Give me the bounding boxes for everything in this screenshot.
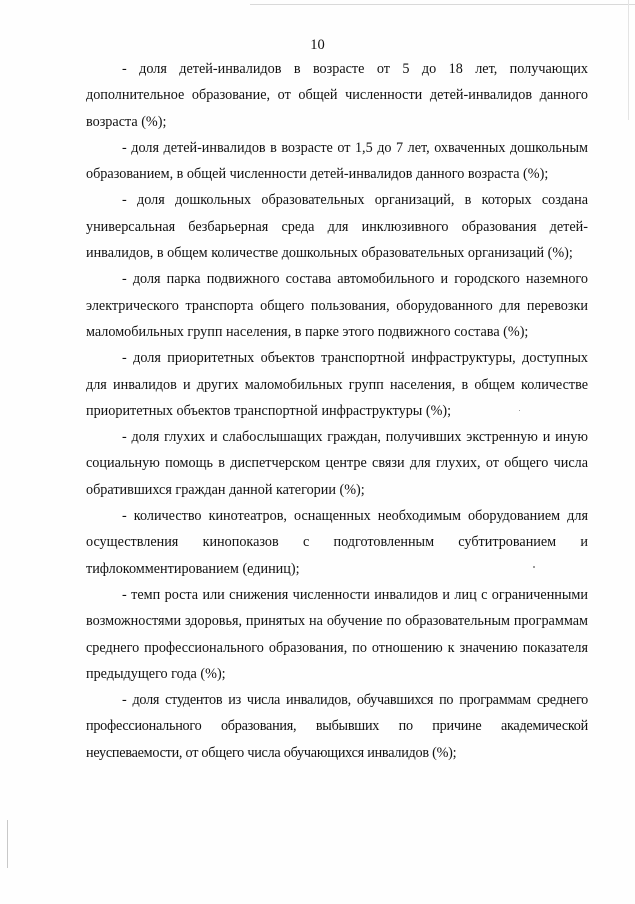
list-item-paragraph: - доля глухих и слабослышащих граждан, получивших экстренную и иную социальную помощь в диспетчерском центре связи для глухих, от общего числа обратившихся граждан данной категории (%);: [86, 429, 588, 498]
scan-edge-left: [7, 820, 8, 868]
scan-edge-right: [628, 0, 629, 120]
page-number: 10: [310, 37, 325, 53]
list-item-paragraph: - доля приоритетных объектов транспортной инфраструктуры, доступных для инвалидов и других маломобильных групп населения, в общем количестве приоритетных объектов транспортной инфраструктуры (%);: [86, 350, 588, 419]
list-item-paragraph: - доля парка подвижного состава автомобильного и городского наземного электрического транспорта общего пользования, оборудованного для перевозки маломобильных групп населения, в парке этого подвижного состава (%);: [86, 271, 588, 340]
list-item-paragraph: - доля дошкольных образовательных организаций, в которых создана универсальная безбарьерная среда для инклюзивного образования детей-инвалидов, в общем количестве дошкольных образовательных организаций (%);: [86, 192, 588, 262]
list-item-paragraph: - количество кинотеатров, оснащенных необходимым оборудованием для осуществления кинопоказов с подготовленным субтитрованием и тифлокомментированием (единиц);: [86, 508, 588, 577]
document-body: [86, 56, 588, 766]
list-item-paragraph: - доля детей-инвалидов в возрасте от 1,5 до 7 лет, охваченных дошкольным образованием, в общей численности детей-инвалидов данного возраста (%);: [86, 139, 588, 183]
list-item-paragraph: - доля студентов из числа инвалидов, обучавшихся по программам среднего профессионального образования, выбывших по причине академической неуспеваемости, от общего числа обучающихся инвалидов (%);: [86, 692, 588, 761]
list-item-paragraph: - доля детей-инвалидов в возрасте от 5 до 18 лет, получающих дополнительное образование, от общей численности детей-инвалидов данного возраста (%);: [86, 61, 588, 130]
list-item-paragraph: - темп роста или снижения численности инвалидов и лиц с ограниченными возможностями здоровья, принятых на обучение по образовательным программам среднего профессионального образования, по отношению к значению показателя предыдущего года (%);: [86, 586, 588, 682]
scan-edge-top: [250, 4, 635, 5]
